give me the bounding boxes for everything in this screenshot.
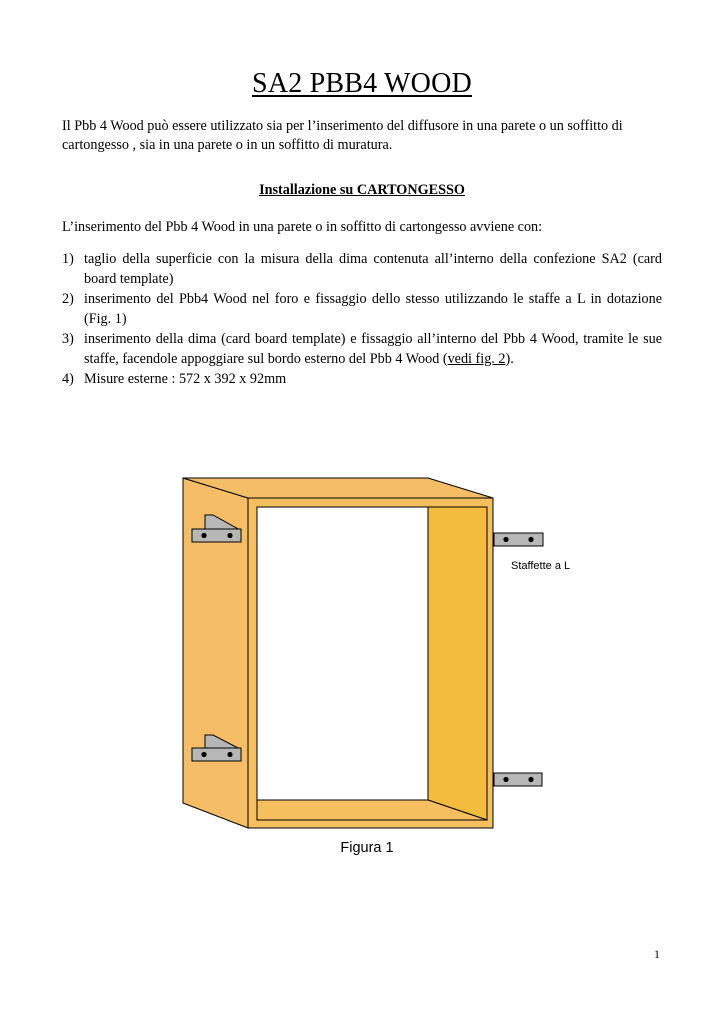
- fig-2-link[interactable]: vedi fig. 2: [447, 350, 506, 367]
- l-bracket-right-bottom: [494, 773, 542, 786]
- step-number: 2): [62, 291, 74, 307]
- step-text: Misure esterne : 572 x 392 x 92mm: [84, 371, 287, 387]
- page-title: SA2 PBB4 WOOD: [252, 68, 472, 99]
- step-text: inserimento del Pbb4 Wood nel foro e fissaggio dello stesso utilizzando le staffe a L in dotazione (Fig. 1): [84, 291, 662, 327]
- step-number: 3): [62, 331, 74, 347]
- page-number: 1: [654, 947, 660, 961]
- intro-paragraph: Il Pbb 4 Wood può essere utilizzato sia per l’inserimento del diffusore in una parete o un soffitto di cartongesso , sia in una parete o in un soffitto di muratura.: [62, 118, 623, 153]
- step-text-before: inserimento della dima (card board template) e fissaggio all’interno del Pbb 4 Wood, tramite le sue staffe, facendole appoggiare sul bordo esterno del Pbb 4 Wood (: [84, 331, 662, 367]
- figure-caption: Figura 1: [340, 840, 394, 856]
- lead-paragraph: L’inserimento del Pbb 4 Wood in una parete o in soffitto di cartongesso avviene con:: [62, 219, 543, 235]
- step-text-after: ).: [505, 350, 514, 367]
- brackets-callout-label: Staffette a L: [511, 560, 571, 572]
- l-bracket-right-top: [494, 533, 543, 546]
- step-number: 1): [62, 251, 74, 267]
- section-title: Installazione su CARTONGESSO: [259, 182, 465, 198]
- box-opening: [257, 507, 428, 800]
- step-text: taglio della superficie con la misura della dima contenuta all’interno della confezione SA2 (card board template): [84, 251, 662, 287]
- step-number: 4): [62, 371, 74, 387]
- box-inner-side: [428, 507, 487, 820]
